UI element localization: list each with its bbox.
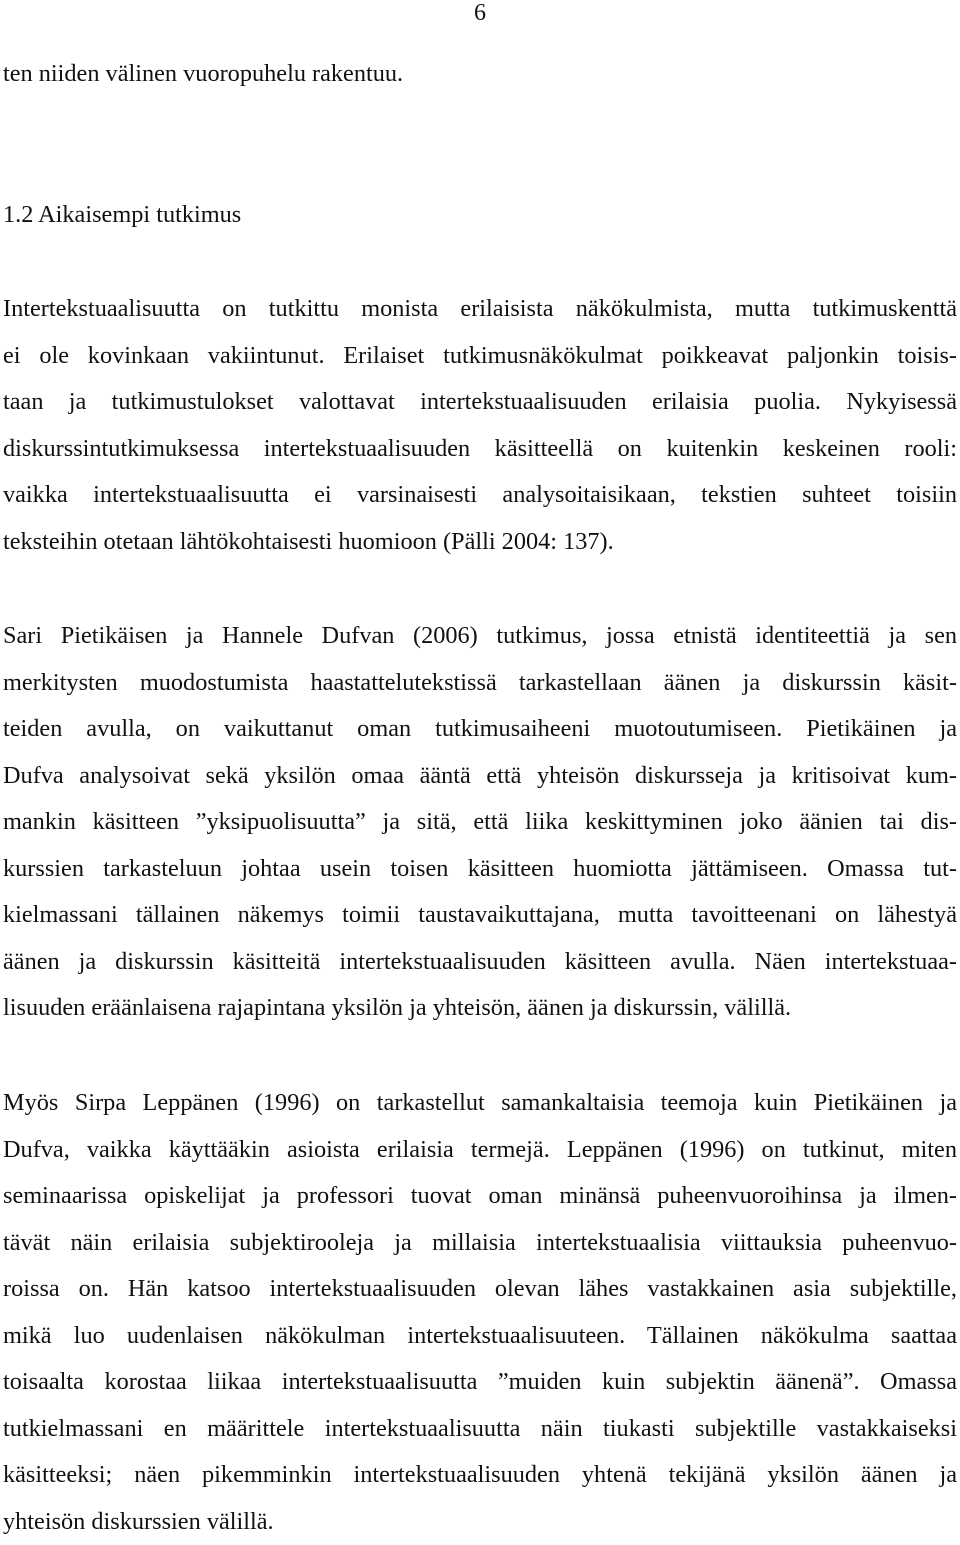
text-line: mikä luo uudenlaisen näkökulman intertekstuaalisuuteen. Tällainen näkökulma saattaa <box>3 1321 957 1349</box>
section-heading <box>3 192 957 239</box>
page-number: 6 <box>474 0 486 26</box>
paragraph-1 <box>3 286 957 565</box>
intro-line <box>3 51 957 98</box>
text-line: äänen ja diskurssin käsitteitä intertekstuaalisuuden käsitteen avulla. Näen intertekstuaa- <box>3 947 957 975</box>
text-line: Myös Sirpa Leppänen (1996) on tarkastellut samankaltaisia teemoja kuin Pietikäinen ja <box>3 1089 957 1116</box>
paragraph-3 <box>3 1080 957 1545</box>
text-line: käsitteeksi; näen pikemminkin intertekstuaalisuuden yhtenä tekijänä yksilön äänen ja <box>3 1461 957 1489</box>
text-line: ten niiden välinen vuoropuhelu rakentuu. <box>3 60 404 87</box>
text-line: Intertekstuaalisuutta on tutkittu monista erilaisista näkökulmista, mutta tutkimuskenttä <box>3 295 957 322</box>
text-line: mankin käsitteen ”yksipuolisuutta” ja sitä, että liika keskittyminen joko äänien tai dis- <box>3 808 957 836</box>
text-line: taan ja tutkimustulokset valottavat intertekstuaalisuuden erilaisia puolia. Nykyisessä <box>3 388 957 416</box>
text-line: vaikka intertekstuaalisuutta ei varsinaisesti analysoitaisikaan, tekstien suhteet toisiin <box>3 481 957 509</box>
text-line: kurssien tarkasteluun johtaa usein toisen käsitteen huomiotta jättämiseen. Omassa tut- <box>3 854 957 882</box>
text-line: yhteisön diskurssien välillä. <box>3 1507 274 1535</box>
text-line: teiden avulla, on vaikuttanut oman tutkimusaiheeni muotoutumiseen. Pietikäinen ja <box>3 715 957 743</box>
text-line: teksteihin otetaan lähtökohtaisesti huomioon (Pälli 2004: 137). <box>3 527 614 555</box>
text-line: tutkielmassani en määrittele intertekstuaalisuutta näin tiukasti subjektille vastakkaiseksi <box>3 1414 957 1442</box>
text-line: Dufva analysoivat sekä yksilön omaa ääntä että yhteisön diskursseja ja kritisoivat kum- <box>3 761 957 789</box>
text-line: diskurssintutkimuksessa intertekstuaalisuuden käsitteellä on kuitenkin keskeinen rooli: <box>3 434 957 462</box>
text-line: seminaarissa opiskelijat ja professori tuovat oman minänsä puheenvuoroihinsa ja ilmen- <box>3 1182 957 1210</box>
text-line: toisaalta korostaa liikaa intertekstuaalisuutta ”muiden kuin subjektin äänenä”. Omassa <box>3 1368 957 1396</box>
text-line: Sari Pietikäisen ja Hannele Dufvan (2006) tutkimus, jossa etnistä identiteettiä ja sen <box>3 622 957 649</box>
text-line: Dufva, vaikka käyttääkin asioista erilaisia termejä. Leppänen (1996) on tutkinut, miten <box>3 1135 957 1163</box>
paragraph-2 <box>3 613 957 1032</box>
text-line: kielmassani tällainen näkemys toimii taustavaikuttajana, mutta tavoitteenani on lähestyä <box>3 901 957 929</box>
heading-text: 1.2 Aikaisempi tutkimus <box>3 201 242 228</box>
text-line: ei ole kovinkaan vakiintunut. Erilaiset tutkimusnäkökulmat poikkeavat paljonkin toisis- <box>3 341 957 369</box>
text-line: roissa on. Hän katsoo intertekstuaalisuuden olevan lähes vastakkainen asia subjektille, <box>3 1275 957 1303</box>
text-line: merkitysten muodostumista haastattelutekstissä tarkastellaan äänen ja diskurssin käsit- <box>3 668 957 696</box>
text-line: lisuuden eräänlaisena rajapintana yksilön ja yhteisön, äänen ja diskurssin, välillä. <box>3 994 792 1022</box>
text-line: tävät näin erilaisia subjektirooleja ja millaisia intertekstuaalisia viittauksia puheenvuo- <box>3 1228 957 1256</box>
